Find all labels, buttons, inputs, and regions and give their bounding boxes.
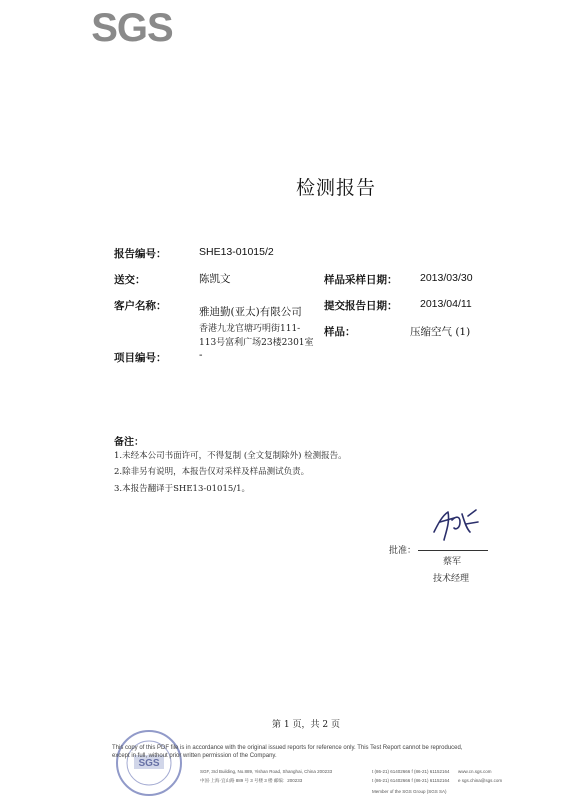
footer-disclaimer bbox=[112, 744, 472, 760]
client-label: 客户名称： bbox=[114, 300, 167, 312]
sample-value: 压缩空气 (1) bbox=[410, 326, 471, 338]
note-item: 1.未经本公司书面许可，不得复制 (全文复制除外) 检测报告。 bbox=[114, 451, 347, 461]
footer-phone-cn: t (86-21) 61402666 f (86-21) 61152164 bbox=[372, 778, 450, 783]
footer-phone: t (86-21) 61402666 f (86-21) 61152164 bbox=[372, 769, 450, 774]
footer-web: www.cn.sgs.com bbox=[458, 769, 492, 774]
sample-label: 样品： bbox=[324, 326, 356, 338]
company-stamp bbox=[112, 728, 186, 798]
page-indicator: 第 1 页，共 2 页 bbox=[272, 720, 340, 730]
approval-label: 批准： bbox=[389, 546, 417, 556]
sender-label: 送交： bbox=[114, 274, 146, 286]
client-name-value: 雅迪勤(亚太)有限公司 bbox=[199, 306, 302, 318]
signature-mark bbox=[426, 502, 482, 546]
sampling-date-label: 样品采样日期： bbox=[324, 274, 398, 286]
footer-disclaimer-text: This copy of this PDF file is in accordance with the original issued reports for reference only. This Test Report cannot be reproduced, except in full, without prior written permission of the Company. bbox=[112, 745, 463, 759]
approver-position: 技术经理 bbox=[433, 574, 470, 584]
project-no-label: 项目编号： bbox=[114, 352, 167, 364]
signature-line bbox=[418, 550, 488, 551]
project-no-value: - bbox=[199, 349, 203, 361]
footer-address-en: SGF, 3rd Building, No.889, Yishan Road, Shanghai, China 200233 bbox=[200, 769, 333, 774]
sgs-logo bbox=[88, 8, 176, 48]
approver-name: 蔡军 bbox=[443, 557, 462, 567]
sampling-date-value: 2013/03/30 bbox=[420, 272, 473, 284]
submit-date-label: 提交报告日期： bbox=[324, 300, 398, 312]
note-item: 3.本报告翻译于SHE13-01015/1。 bbox=[114, 484, 251, 494]
client-address-value: 香港九龙官塘巧明街111-113号富利广场23楼2301室 bbox=[199, 324, 314, 348]
report-no-label: 报告编号： bbox=[114, 248, 167, 260]
footer-member: Member of the SGS Group (SGS SA) bbox=[372, 789, 447, 794]
sgs-logo-text: SGS bbox=[91, 8, 173, 48]
sgs-logo-graphic bbox=[88, 8, 176, 48]
notes-title: 备注： bbox=[114, 437, 144, 448]
document-title: 检测报告 bbox=[295, 177, 376, 199]
footer-address-cn: 中国·上海·宜山路 889 号 3 号楼 3 楼 邮编：200233 bbox=[200, 778, 303, 783]
sender-value: 陈凯文 bbox=[199, 273, 231, 285]
submit-date-value: 2013/04/11 bbox=[420, 298, 472, 310]
footer-email: e sgs.china@sgs.com bbox=[458, 778, 503, 783]
note-item: 2.除非另有说明，本报告仅对采样及样品测试负责。 bbox=[114, 467, 310, 477]
stamp-brand-text: SGS bbox=[138, 758, 160, 769]
report-no-value: SHE13-01015/2 bbox=[199, 246, 274, 258]
